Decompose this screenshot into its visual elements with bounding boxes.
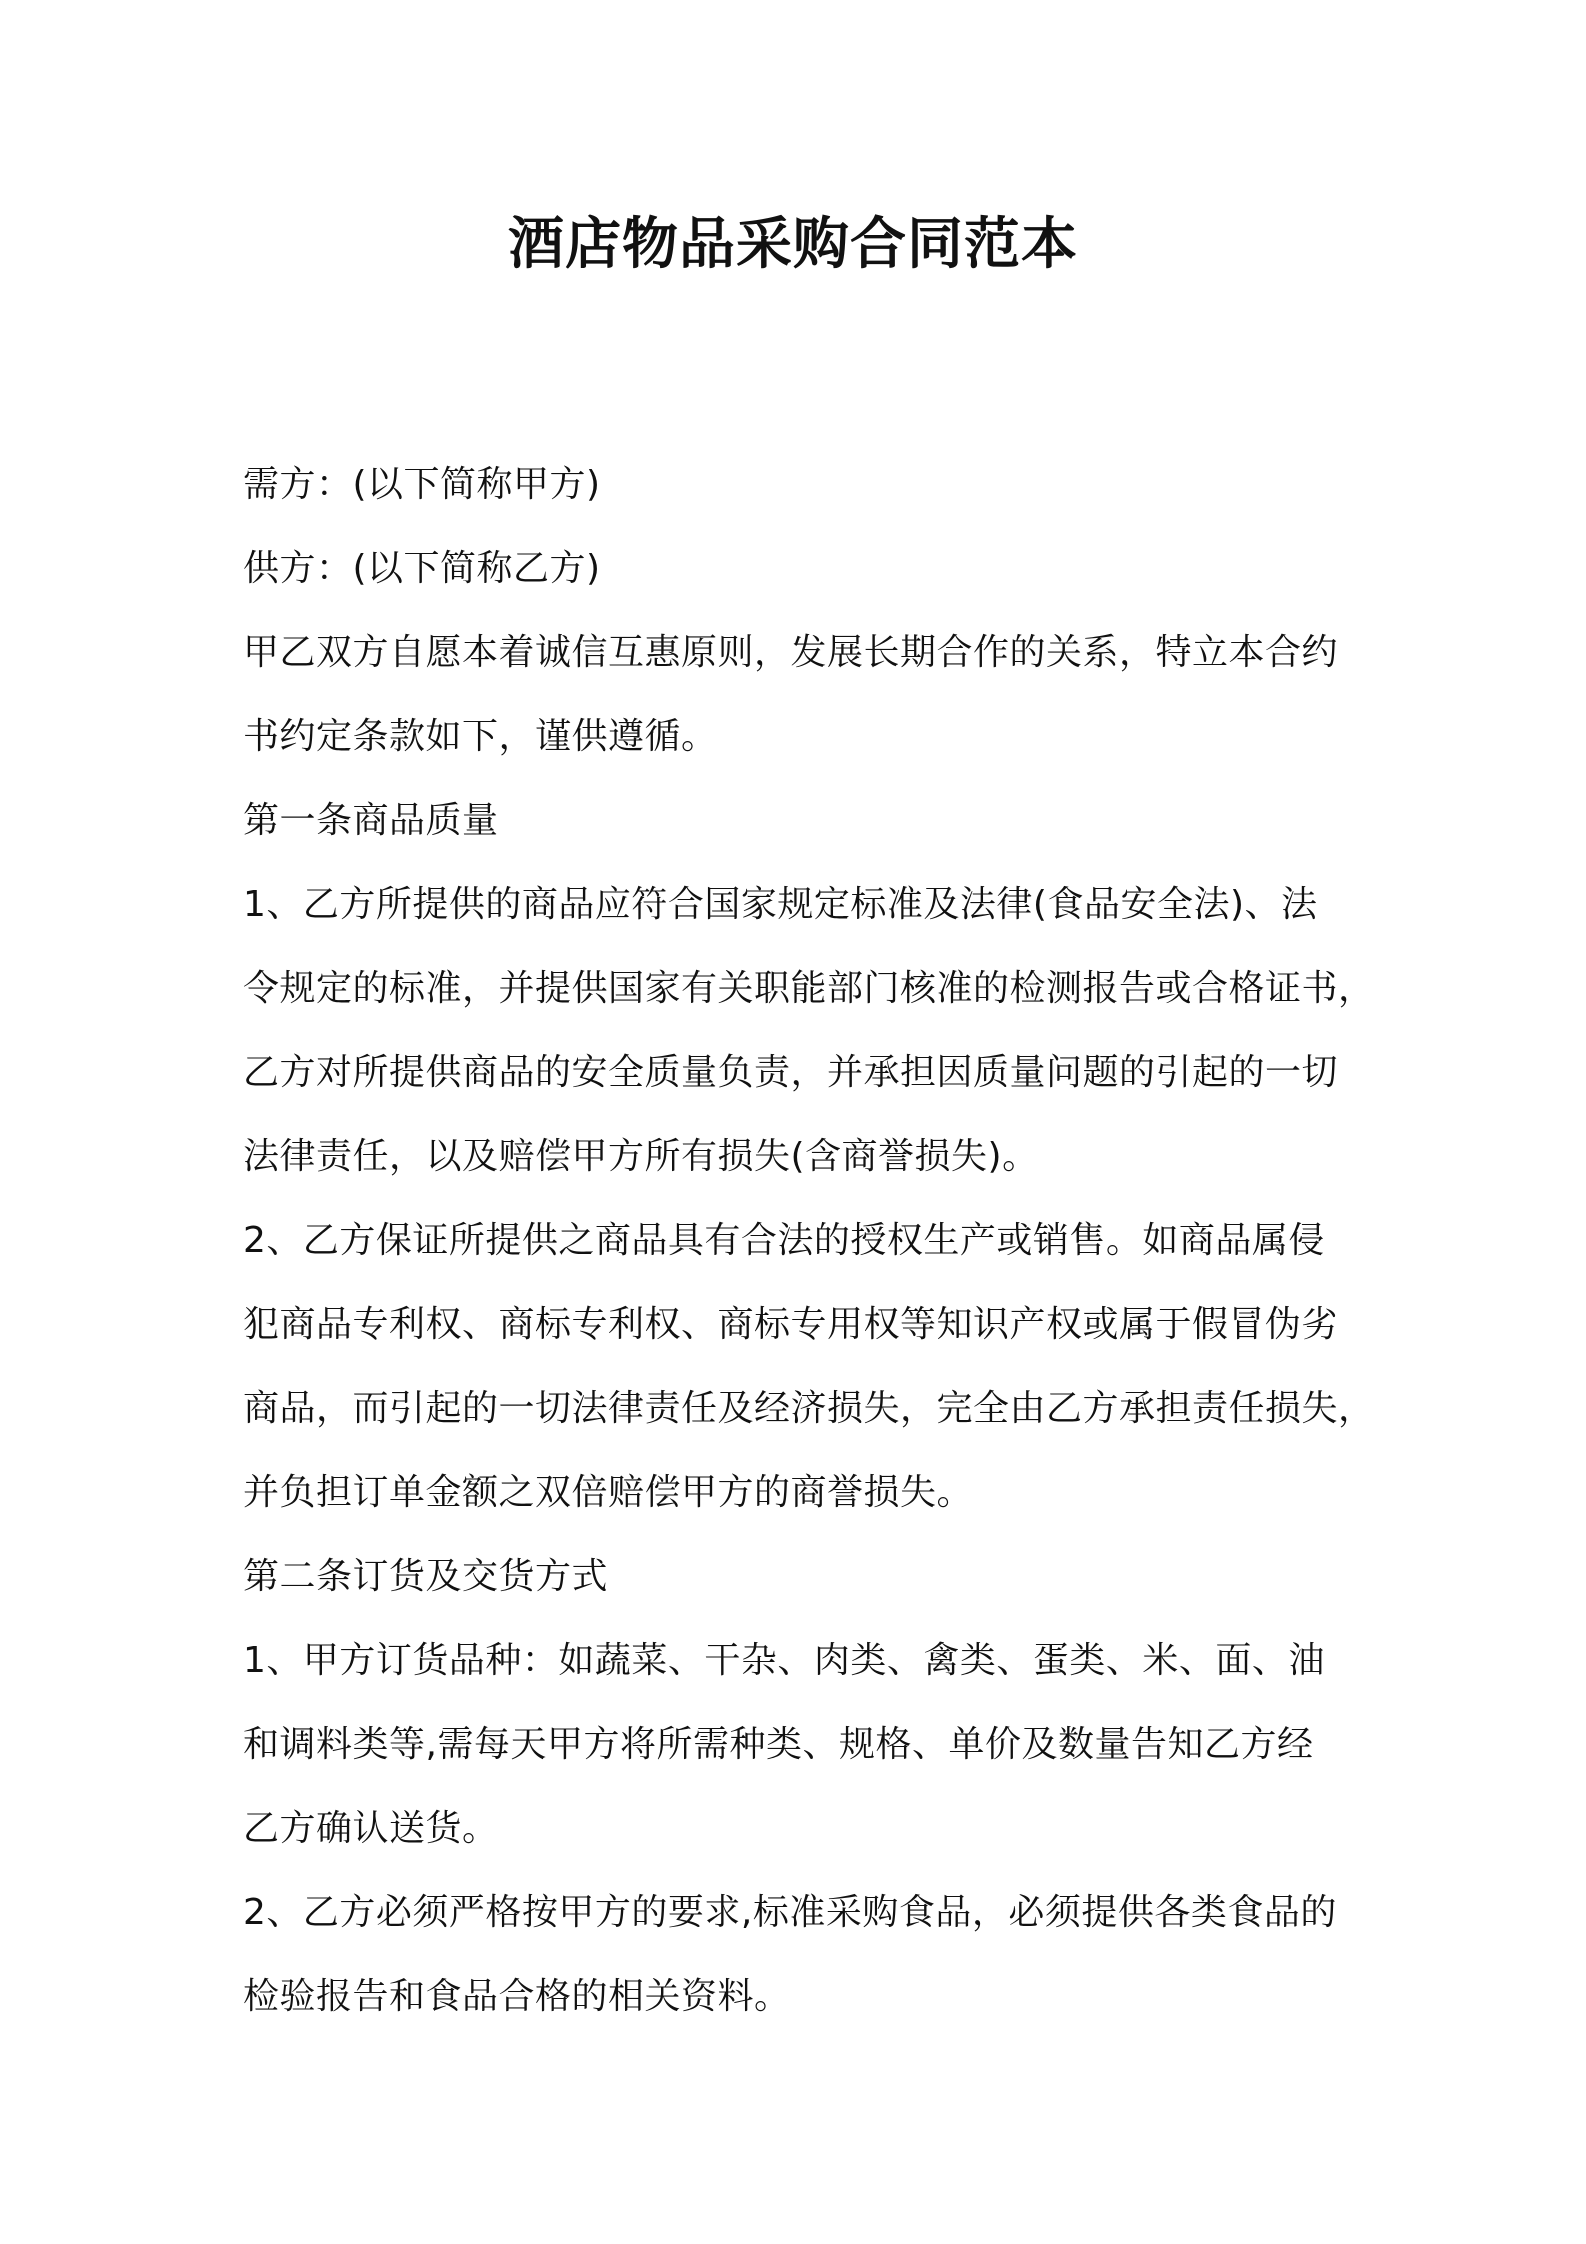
article-heading: 第一条商品质量 [243,800,499,841]
clause-line: 2、乙方必须严格按甲方的要求,标准采购食品，必须提供各类食品的 [243,1892,1337,1933]
clause-line: 1、甲方订货品种：如蔬菜、干杂、肉类、禽类、蛋类、米、面、油 [243,1640,1325,1681]
clause-line: 检验报告和食品合格的相关资料。 [243,1976,791,2017]
party-a-line: 需方：(以下简称甲方) [243,464,601,505]
clause-line: 乙方确认送货。 [243,1808,499,1849]
article-heading: 第二条订货及交货方式 [243,1556,609,1597]
clause-line: 并负担订单金额之双倍赔偿甲方的商誉损失。 [243,1472,974,1513]
clause-line: 乙方对所提供商品的安全质量负责，并承担因质量问题的引起的一切 [243,1052,1339,1093]
document-title: 酒店物品采购合同范本 [508,212,1078,277]
document-body [243,443,1375,2039]
clause-line: 令规定的标准，并提供国家有关职能部门核准的检测报告或合格证书， [243,968,1375,1009]
party-b-line: 供方：(以下简称乙方) [243,548,601,589]
clause-line: 和调料类等,需每天甲方将所需种类、规格、单价及数量告知乙方经 [243,1724,1314,1765]
clause-line: 商品，而引起的一切法律责任及经济损失，完全由乙方承担责任损失， [243,1388,1375,1429]
preamble-line: 甲乙双方自愿本着诚信互惠原则，发展长期合作的关系，特立本合约 [243,632,1339,673]
preamble-line: 书约定条款如下，谨供遵循。 [243,716,718,757]
clause-line: 法律责任，以及赔偿甲方所有损失(含商誉损失)。 [243,1136,1039,1177]
clause-line: 2、乙方保证所提供之商品具有合法的授权生产或销售。如商品属侵 [243,1220,1325,1261]
clause-line: 犯商品专利权、商标专利权、商标专用权等知识产权或属于假冒伪劣 [243,1304,1339,1345]
clause-line: 1、乙方所提供的商品应符合国家规定标准及法律(食品安全法)、法 [243,884,1318,925]
